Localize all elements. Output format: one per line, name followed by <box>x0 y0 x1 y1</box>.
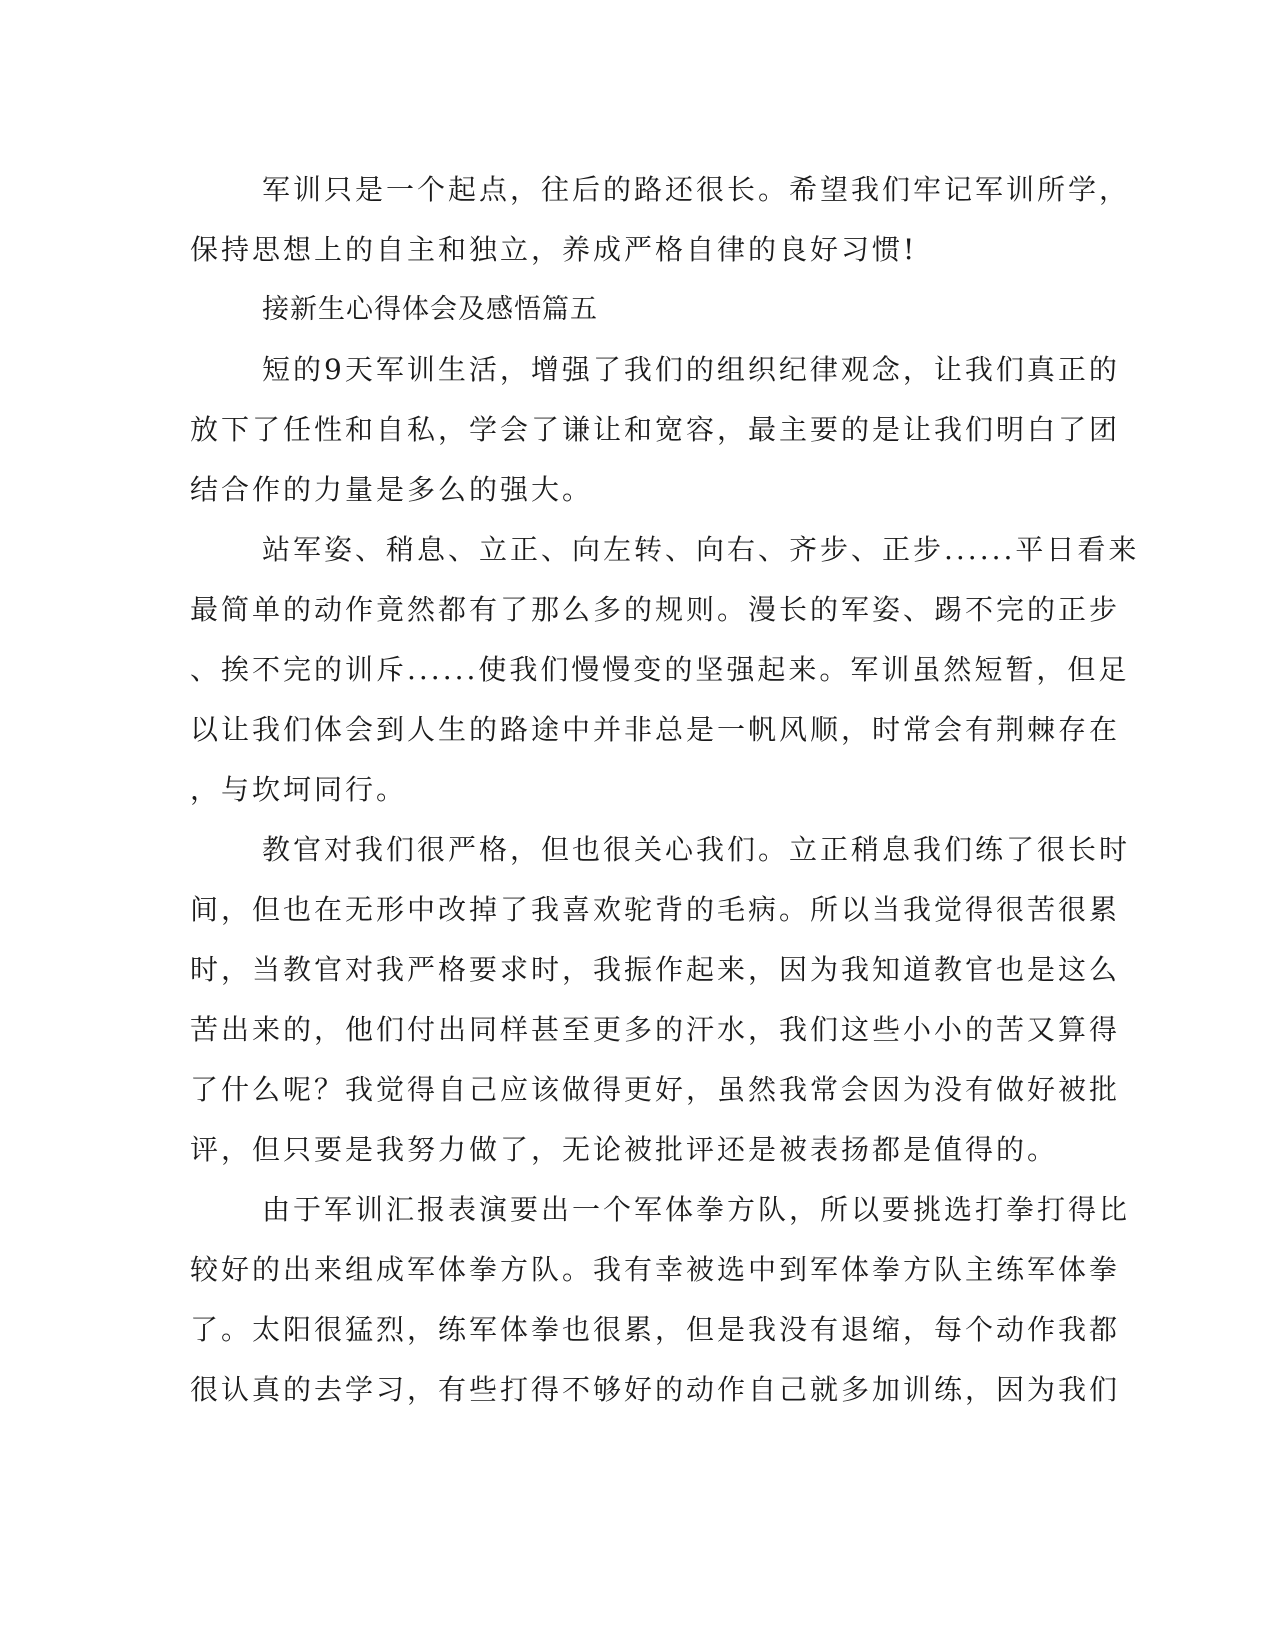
paragraph-line: 保持思想上的自主和独立，养成严格自律的良好习惯! <box>190 233 918 266</box>
paragraph-line: 以让我们体会到人生的路途中并非总是一帆风顺，时常会有荆棘存在 <box>190 713 1121 746</box>
paragraph-line: 短的9天军训生活，增强了我们的组织纪律观念，让我们真正的 <box>262 353 1120 386</box>
section-heading: 接新生心得体会及感悟篇五 <box>262 294 598 325</box>
paragraph-line: 很认真的去学习，有些打得不够好的动作自己就多加训练，因为我们 <box>190 1373 1121 1406</box>
paragraph-line: 教官对我们很严格，但也很关心我们。立正稍息我们练了很长时 <box>262 833 1131 866</box>
paragraph-line: 苦出来的，他们付出同样甚至更多的汗水，我们这些小小的苦又算得 <box>190 1013 1121 1046</box>
paragraph-line: 、挨不完的训斥......使我们慢慢变的坚强起来。军训虽然短暂，但足 <box>190 653 1130 686</box>
paragraph-line: 间，但也在无形中改掉了我喜欢驼背的毛病。所以当我觉得很苦很累 <box>190 893 1121 926</box>
paragraph-line: 结合作的力量是多么的强大。 <box>190 473 594 506</box>
paragraph-line: 较好的出来组成军体拳方队。我有幸被选中到军体拳方队主练军体拳 <box>190 1253 1121 1286</box>
paragraph-line: 评，但只要是我努力做了，无论被批评还是被表扬都是值得的。 <box>190 1133 1059 1166</box>
paragraph-line: 放下了任性和自私，学会了谦让和宽容，最主要的是让我们明白了团 <box>190 413 1121 446</box>
paragraph-line: 了。太阳很猛烈，练军体拳也很累，但是我没有退缩，每个动作我都 <box>190 1313 1121 1346</box>
document-body <box>190 160 1140 1420</box>
paragraph-line: 站军姿、稍息、立正、向左转、向右、齐步、正步......平日看来 <box>262 533 1140 566</box>
paragraph-line: 由于军训汇报表演要出一个军体拳方队，所以要挑选打拳打得比 <box>262 1193 1131 1226</box>
paragraph-line: 最简单的动作竟然都有了那么多的规则。漫长的军姿、踢不完的正步 <box>190 593 1121 626</box>
paragraph-line: 军训只是一个起点，往后的路还很长。希望我们牢记军训所学， <box>262 173 1131 206</box>
paragraph-line: 时，当教官对我严格要求时，我振作起来，因为我知道教官也是这么 <box>190 953 1121 986</box>
paragraph-line: ，与坎坷同行。 <box>190 773 408 806</box>
paragraph-line: 了什么呢？我觉得自己应该做得更好，虽然我常会因为没有做好被批 <box>190 1073 1121 1106</box>
